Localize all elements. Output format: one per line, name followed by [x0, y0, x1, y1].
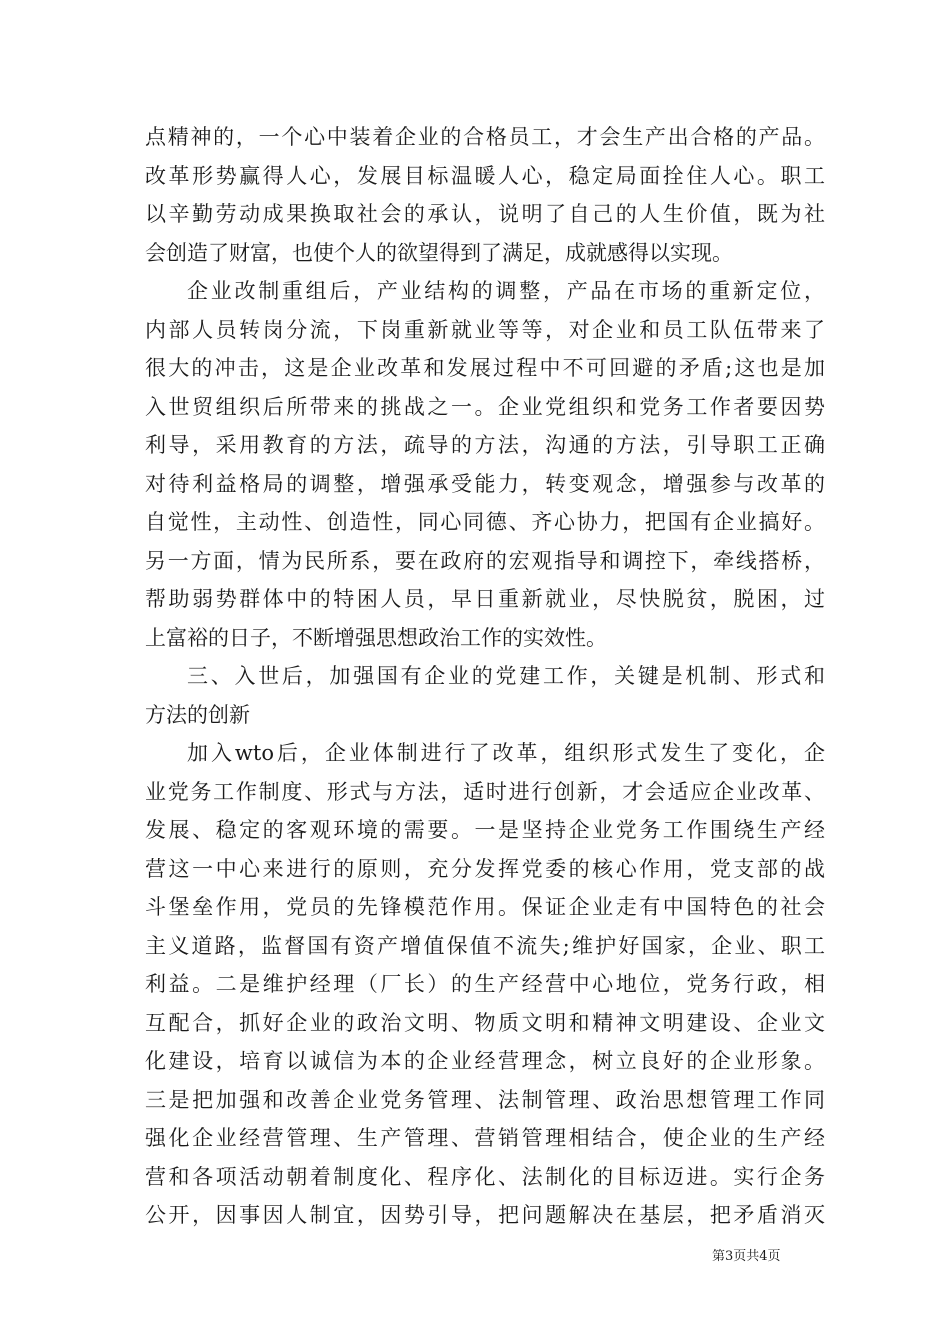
text-line: 以辛勤劳动成果换取社会的承认，说明了自己的人生价值，既为社	[145, 202, 825, 226]
text-line: 点精神的，一个心中装着企业的合格员工，才会生产出合格的产品。	[145, 125, 825, 149]
text-line: 对待利益格局的调整，增强承受能力，转变观念，增强参与改革的	[145, 471, 825, 496]
text-line: 会创造了财富，也使个人的欲望得到了满足，成就感得以实现。	[145, 240, 733, 265]
body-text	[145, 118, 825, 1235]
text-line: 主义道路，监督国有资产增值保值不流失;维护好国家，企业、职工	[145, 933, 825, 958]
text-line: 营这一中心来进行的原则，充分发挥党委的核心作用，党支部的战	[145, 856, 825, 881]
text-line: 企业改制重组后，产业结构的调整，产品在市场的重新定位，	[187, 279, 825, 303]
text-line: 利导，采用教育的方法，疏导的方法，沟通的方法，引导职工正确	[145, 433, 825, 457]
page-number: 第3页共4页	[712, 1249, 781, 1264]
text-line: 利益。二是维护经理（厂长）的生产经营中心地位，党务行政，相	[145, 972, 825, 996]
text-line: 改革形势赢得人心，发展目标温暖人心，稳定局面拴住人心。职工	[145, 163, 825, 188]
text-line: 加入wto后，企业体制进行了改革，组织形式发生了变化，企	[187, 741, 825, 765]
text-line: 业党务工作制度、形式与方法，适时进行创新，才会适应企业改革、	[145, 779, 825, 804]
section-heading-line: 方法的创新	[145, 702, 250, 727]
text-line: 营和各项活动朝着制度化、程序化、法制化的目标迈进。实行企务	[145, 1164, 825, 1189]
text-line: 发展、稳定的客观环境的需要。一是坚持企业党务工作围绕生产经	[145, 818, 825, 842]
text-line: 互配合，抓好企业的政治文明、物质文明和精神文明建设、企业文	[145, 1010, 825, 1035]
text-line: 很大的冲击，这是企业改革和发展过程中不可回避的矛盾;这也是加	[145, 356, 825, 380]
text-line: 入世贸组织后所带来的挑战之一。企业党组织和党务工作者要因势	[145, 394, 825, 419]
text-line: 化建设，培育以诚信为本的企业经营理念，树立良好的企业形象。	[145, 1049, 825, 1073]
section-heading-line: 三、入世后，加强国有企业的党建工作，关键是机制、形式和	[187, 664, 825, 688]
text-line: 自觉性，主动性、创造性，同心同德、齐心协力，把国有企业搞好。	[145, 510, 825, 534]
text-line: 强化企业经营管理、生产管理、营销管理相结合，使企业的生产经	[145, 1126, 825, 1150]
text-line: 公开，因事因人制宜，因势引导，把问题解决在基层，把矛盾消灭	[145, 1203, 825, 1227]
text-line: 帮助弱势群体中的特困人员，早日重新就业，尽快脱贫，脱困，过	[145, 587, 825, 611]
text-line: 内部人员转岗分流，下岗重新就业等等，对企业和员工队伍带来了	[145, 317, 825, 342]
text-line: 另一方面，情为民所系，要在政府的宏观指导和调控下，牵线搭桥，	[145, 548, 825, 573]
text-line: 斗堡垒作用，党员的先锋模范作用。保证企业走有中国特色的社会	[145, 895, 825, 919]
text-line: 上富裕的日子，不断增强思想政治工作的实效性。	[145, 625, 607, 650]
text-line: 三是把加强和改善企业党务管理、法制管理、政治思想管理工作同	[145, 1087, 825, 1112]
